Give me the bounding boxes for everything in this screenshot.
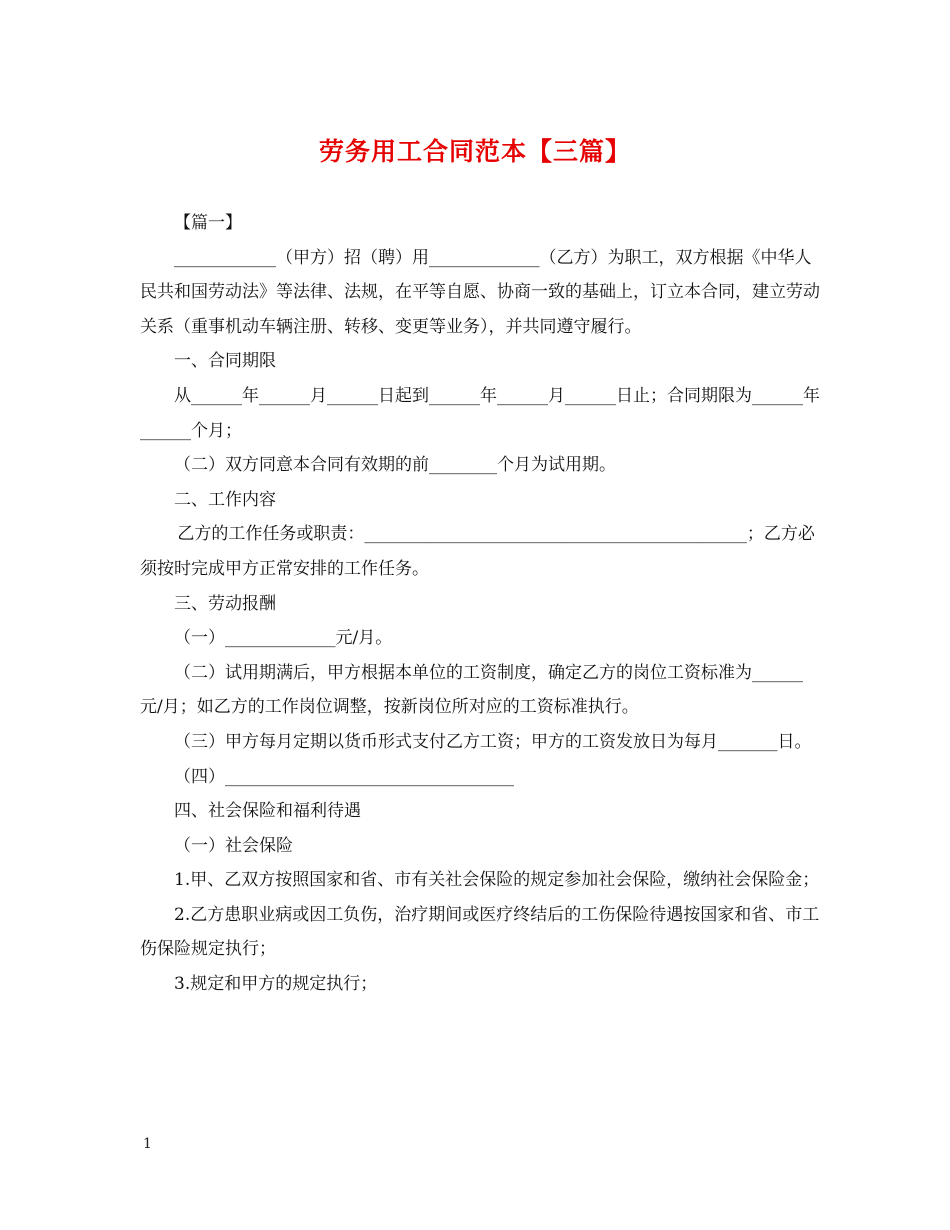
- section-heading-social-insurance: 四、社会保险和福利待遇: [174, 801, 361, 822]
- paragraph-salary-4: （四）__________________________________: [174, 766, 514, 787]
- paragraph-insurance-3: 3.规定和甲方的规定执行；: [174, 974, 378, 995]
- subheading-social-insurance: （一）社会保险: [174, 835, 293, 856]
- paragraph-intro: ____________（甲方）招（聘）用_____________（乙方）为职工，双方根据《中华人民共和国劳动法》等法律、法规，在平等自愿、协商一致的基础上，订立本合同，建立劳动关系（重事机动车辆注册、转移、变更等业务），并共同遵守履行。: [140, 247, 820, 337]
- paragraph-salary-2: （二）试用期满后，甲方根据本单位的工资制度，确定乙方的岗位工资标准为______元/月；如乙方的工作岗位调整，按新岗位所对应的工资标准执行。: [140, 662, 803, 718]
- paragraph-insurance-1: 1.甲、乙双方按照国家和省、市有关社会保险的规定参加社会保险，缴纳社会保险金；: [174, 870, 820, 891]
- page-number: 1: [143, 1136, 152, 1152]
- section-heading-contract-term: 一、合同期限: [174, 351, 276, 372]
- paragraph-insurance-2: 2.乙方患职业病或因工负伤，治疗期间或医疗终结后的工伤保险待遇按国家和省、市工伤保险规定执行；: [140, 904, 820, 960]
- section-heading-remuneration: 三、劳动报酬: [174, 593, 276, 614]
- paragraph-salary-1: （一）_____________元/月。: [174, 628, 393, 649]
- document-body: [140, 206, 820, 1002]
- document-title: 劳务用工合同范本【三篇】: [318, 137, 631, 166]
- section-heading-work-content: 二、工作内容: [174, 489, 276, 510]
- paragraph-probation: （二）双方同意本合同有效期的前________个月为试用期。: [174, 455, 616, 476]
- paragraph-work-duties: 乙方的工作任务或职责：_____________________________________________；乙方必须按时完成甲方正常安排的工作任务。: [140, 524, 815, 579]
- section-heading-part-one: 【篇一】: [174, 213, 242, 233]
- paragraph-term-dates: 从______年______月______日起到______年______月______日止；合同期限为______年______个月；: [140, 385, 820, 441]
- paragraph-salary-3: （三）甲方每月定期以货币形式支付乙方工资；甲方的工资发放日为每月_______日。: [174, 731, 812, 752]
